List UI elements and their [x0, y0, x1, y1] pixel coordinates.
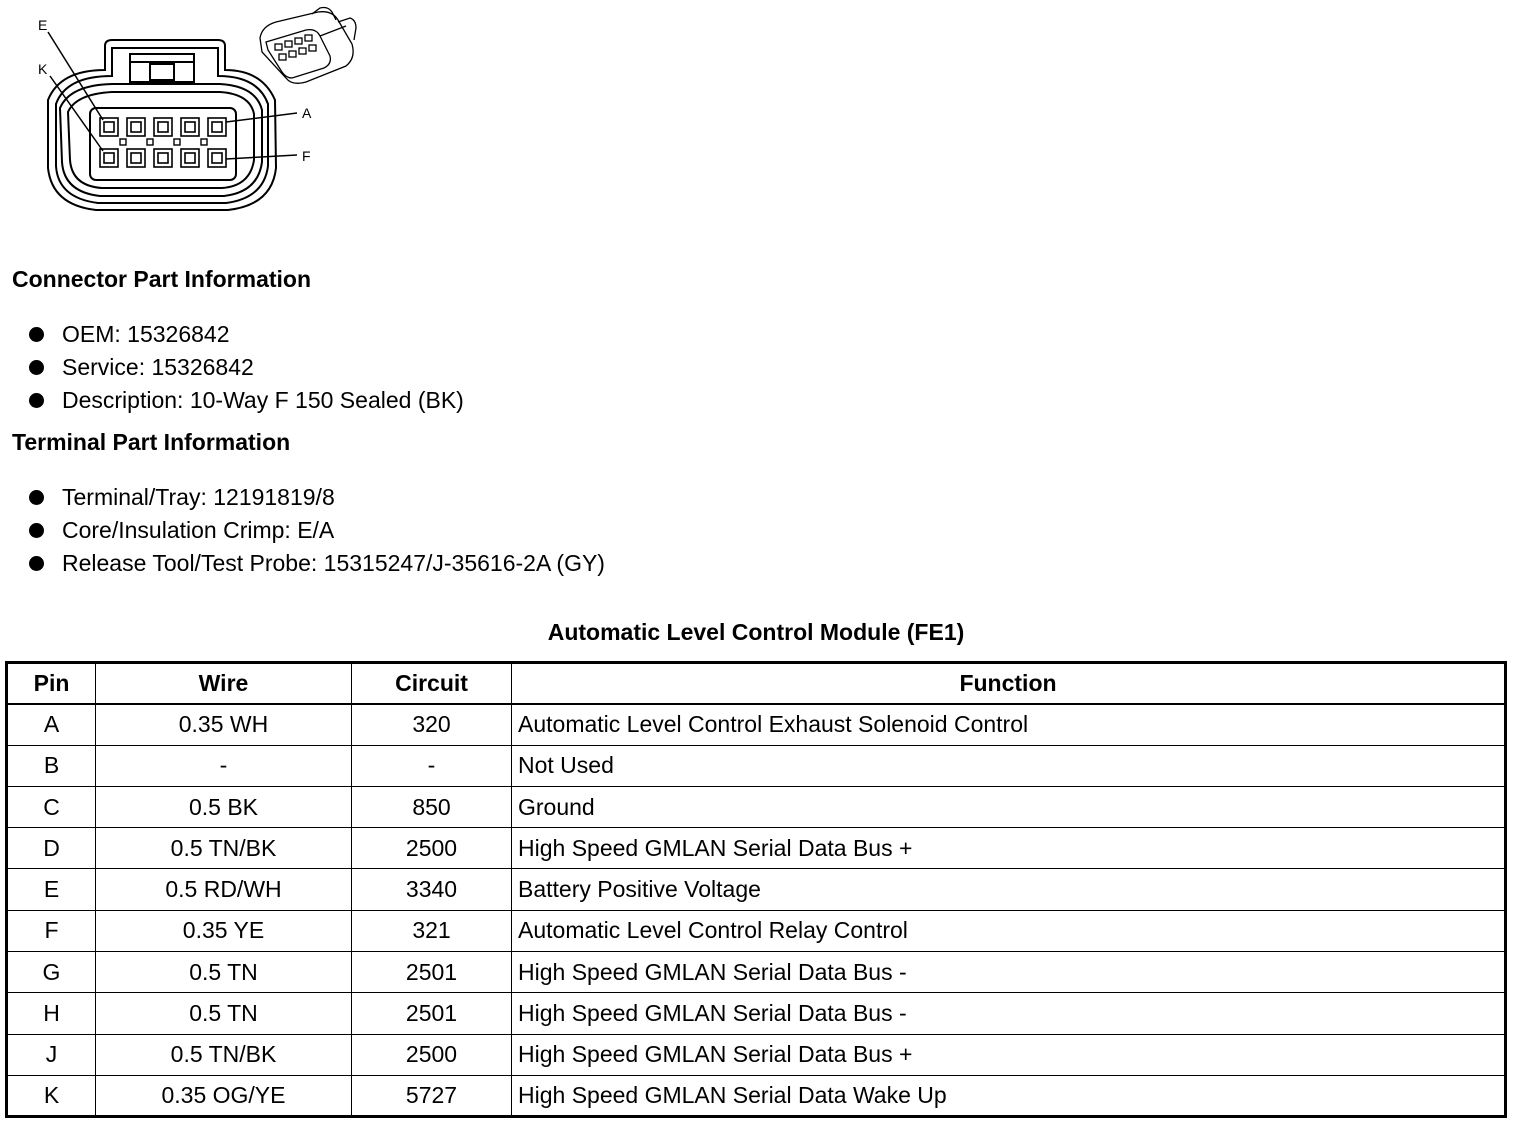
wire-cell: - [96, 745, 352, 786]
connector-lock-tab [130, 54, 194, 82]
circuit-cell: 2500 [352, 828, 512, 869]
terminal-part-info-heading: Terminal Part Information [12, 429, 291, 455]
connector-lock-latch [150, 64, 174, 80]
bullet-icon [29, 327, 44, 342]
pin-cell: A [7, 704, 96, 745]
function-cell: High Speed GMLAN Serial Data Wake Up [512, 1075, 1506, 1116]
pin-cell: B [7, 745, 96, 786]
bullet-icon [29, 490, 44, 505]
circuit-cell: 2501 [352, 952, 512, 993]
pin-cell: D [7, 828, 96, 869]
bullet-icon [29, 556, 44, 571]
table-row [7, 786, 1506, 827]
wire-cell: 0.5 TN/BK [96, 828, 352, 869]
table-row [7, 910, 1506, 951]
table-row [7, 869, 1506, 910]
pin-cell: G [7, 952, 96, 993]
column-header-wire: Wire [96, 663, 352, 704]
pin-cell: H [7, 993, 96, 1034]
connector-part-info-heading: Connector Part Information [12, 266, 312, 292]
bullet-icon [29, 393, 44, 408]
wire-cell: 0.5 TN/BK [96, 1034, 352, 1075]
column-header-function: Function [512, 663, 1506, 704]
circuit-cell: 2500 [352, 1034, 512, 1075]
connector-part-info-list [28, 318, 464, 417]
callout-k: K [38, 61, 48, 77]
connector-face-diagram [0, 0, 370, 225]
pin-cell: J [7, 1034, 96, 1075]
circuit-cell: - [352, 745, 512, 786]
pin-cell: F [7, 910, 96, 951]
wire-cell: 0.35 YE [96, 910, 352, 951]
wire-cell: 0.5 RD/WH [96, 869, 352, 910]
list-item: OEM: 15326842 [28, 318, 464, 351]
table-header-row [7, 663, 1506, 704]
cavity-row-top [100, 118, 226, 136]
column-header-circuit: Circuit [352, 663, 512, 704]
function-cell: High Speed GMLAN Serial Data Bus + [512, 828, 1506, 869]
table-row [7, 1075, 1506, 1116]
wire-cell: 0.35 OG/YE [96, 1075, 352, 1116]
table-row [7, 993, 1506, 1034]
pinout-table [5, 661, 1507, 1118]
leader-line-k [50, 76, 103, 151]
function-cell: Not Used [512, 745, 1506, 786]
connector-isometric-view [260, 8, 356, 84]
table-row [7, 704, 1506, 745]
column-header-pin: Pin [7, 663, 96, 704]
cavity-keys [120, 139, 207, 145]
wire-cell: 0.5 TN [96, 993, 352, 1034]
terminal-face [90, 108, 236, 180]
bullet-icon [29, 523, 44, 538]
circuit-cell: 5727 [352, 1075, 512, 1116]
wire-cell: 0.5 BK [96, 786, 352, 827]
list-item: Service: 15326842 [28, 351, 464, 384]
table-title: Automatic Level Control Module (FE1) [547, 619, 965, 645]
cavity-row-bottom [100, 149, 226, 167]
pin-cell: K [7, 1075, 96, 1116]
function-cell: Automatic Level Control Relay Control [512, 910, 1506, 951]
circuit-cell: 850 [352, 786, 512, 827]
circuit-cell: 3340 [352, 869, 512, 910]
function-cell: High Speed GMLAN Serial Data Bus + [512, 1034, 1506, 1075]
table-row [7, 745, 1506, 786]
function-cell: Battery Positive Voltage [512, 869, 1506, 910]
table-row [7, 952, 1506, 993]
terminal-part-info-list [28, 481, 605, 580]
pin-cell: E [7, 869, 96, 910]
list-item: Release Tool/Test Probe: 15315247/J-35616-2A (GY) [28, 547, 605, 580]
callout-a: A [302, 105, 312, 121]
function-cell: High Speed GMLAN Serial Data Bus - [512, 952, 1506, 993]
wire-cell: 0.5 TN [96, 952, 352, 993]
table-row [7, 1034, 1506, 1075]
bullet-icon [29, 360, 44, 375]
function-cell: High Speed GMLAN Serial Data Bus - [512, 993, 1506, 1034]
wire-cell: 0.35 WH [96, 704, 352, 745]
callout-e: E [38, 17, 48, 33]
circuit-cell: 321 [352, 910, 512, 951]
table-row [7, 828, 1506, 869]
pin-cell: C [7, 786, 96, 827]
list-item: Core/Insulation Crimp: E/A [28, 514, 605, 547]
callout-f: F [302, 148, 311, 164]
list-item: Description: 10-Way F 150 Sealed (BK) [28, 384, 464, 417]
connector-housing-outer [48, 40, 276, 210]
function-cell: Ground [512, 786, 1506, 827]
circuit-cell: 2501 [352, 993, 512, 1034]
list-item: Terminal/Tray: 12191819/8 [28, 481, 605, 514]
function-cell: Automatic Level Control Exhaust Solenoid Control [512, 704, 1506, 745]
circuit-cell: 320 [352, 704, 512, 745]
